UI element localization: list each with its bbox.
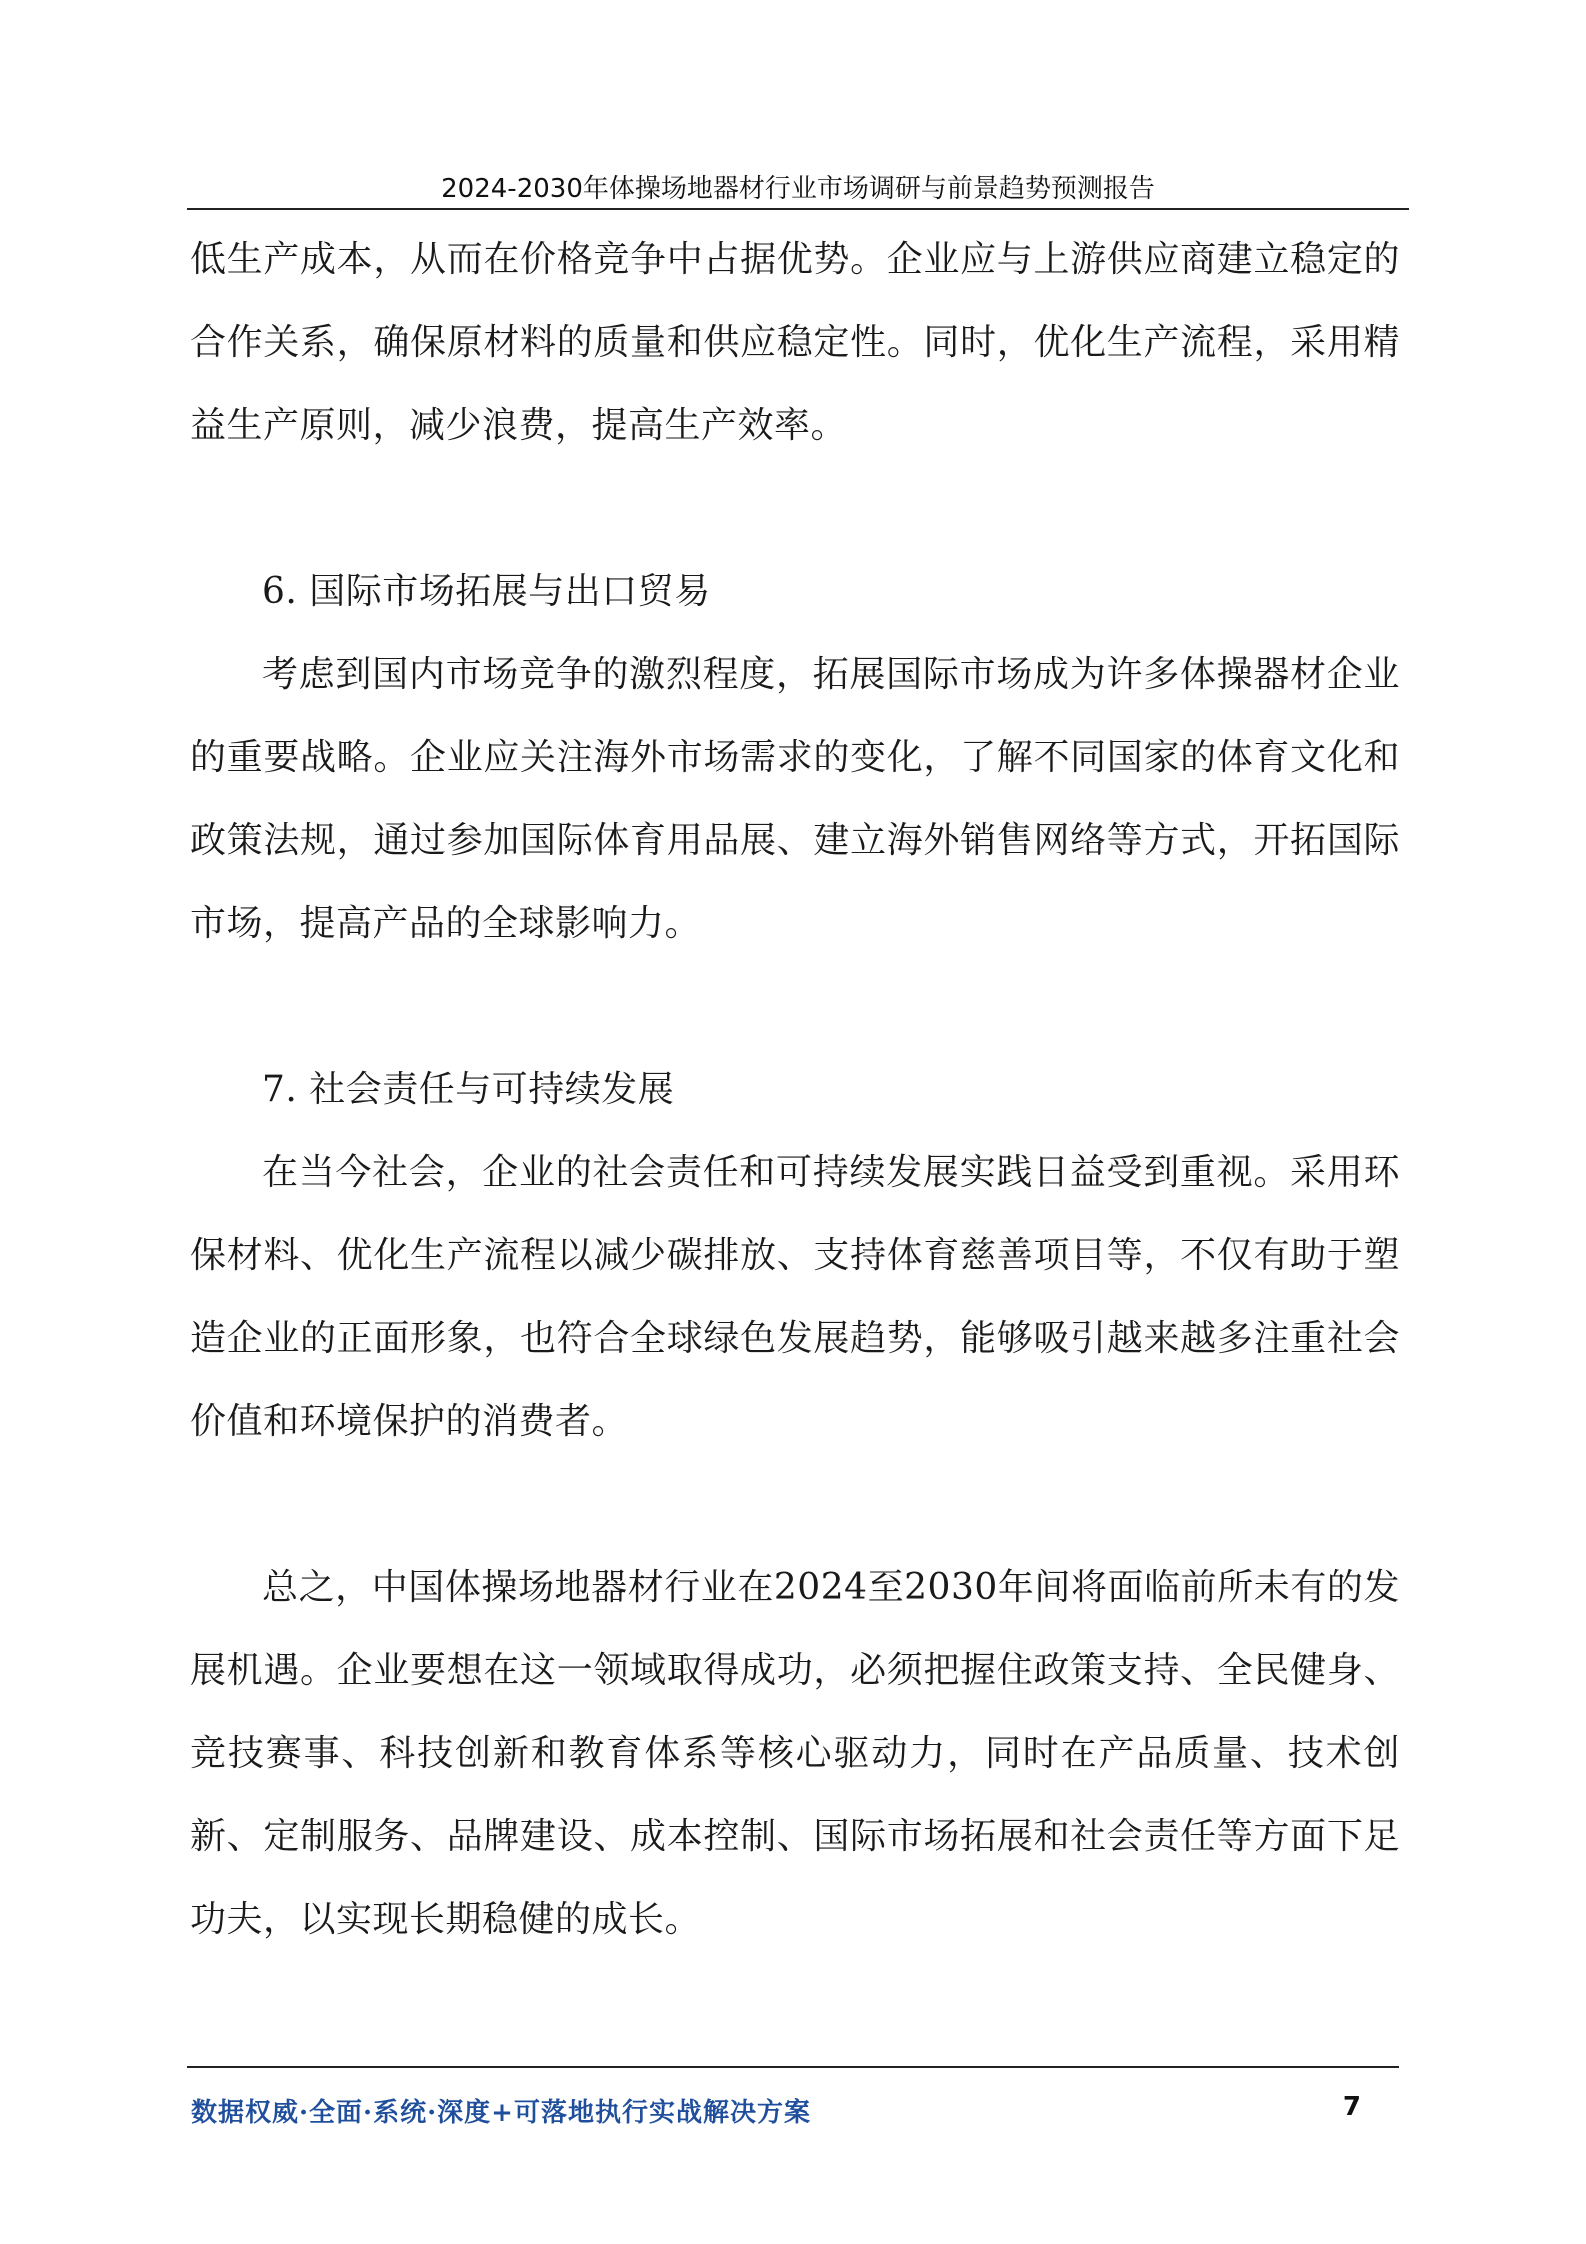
section-7-paragraph: 在当今社会，企业的社会责任和可持续发展实践日益受到重视。采用环保材料、优化生产流程以减少碳排放、支持体育慈善项目等，不仅有助于塑造企业的正面形象，也符合全球绿色发展趋势，能够吸引越来越多注重社会价值和环境保护的消费者。 [190,1152,1400,1442]
paragraph-spacer [190,1463,1400,1546]
report-title: 2024-2030年体操场地器材行业市场调研与前景趋势预测报告 [441,174,1155,204]
paragraph-spacer [190,467,1400,550]
footer-slogan: 数据权威·全面·系统·深度+可落地执行实战解决方案 [191,2098,811,2128]
page-footer [187,2066,1399,2128]
conclusion-paragraph: 总之，中国体操场地器材行业在2024至2030年间将面临前所未有的发展机遇。企业要想在这一领域取得成功，必须把握住政策支持、全民健身、竞技赛事、科技创新和教育体系等核心驱动力，同时在产品质量、技术创新、定制服务、品牌建设、成本控制、国际市场拓展和社会责任等方面下足功夫，以实现长期稳健的成长。 [190,1567,1400,1940]
intro-paragraph: 低生产成本，从而在价格竞争中占据优势。企业应与上游供应商建立稳定的合作关系，确保原材料的质量和供应稳定性。同时，优化生产流程，采用精益生产原则，减少浪费，提高生产效率。 [190,239,1400,446]
section-7-heading: 7. 社会责任与可持续发展 [262,1069,675,1110]
paragraph-spacer [190,965,1400,1048]
section-6-paragraph: 考虑到国内市场竞争的激烈程度，拓展国际市场成为许多体操器材企业的重要战略。企业应关注海外市场需求的变化，了解不同国家的体育文化和政策法规，通过参加国际体育用品展、建立海外销售网络等方式，开拓国际市场，提高产品的全球影响力。 [190,654,1400,944]
section-6-heading: 6. 国际市场拓展与出口贸易 [262,571,711,612]
document-body [190,218,1400,1961]
page-header [187,160,1409,210]
page-number: 7 [1342,2092,1361,2122]
